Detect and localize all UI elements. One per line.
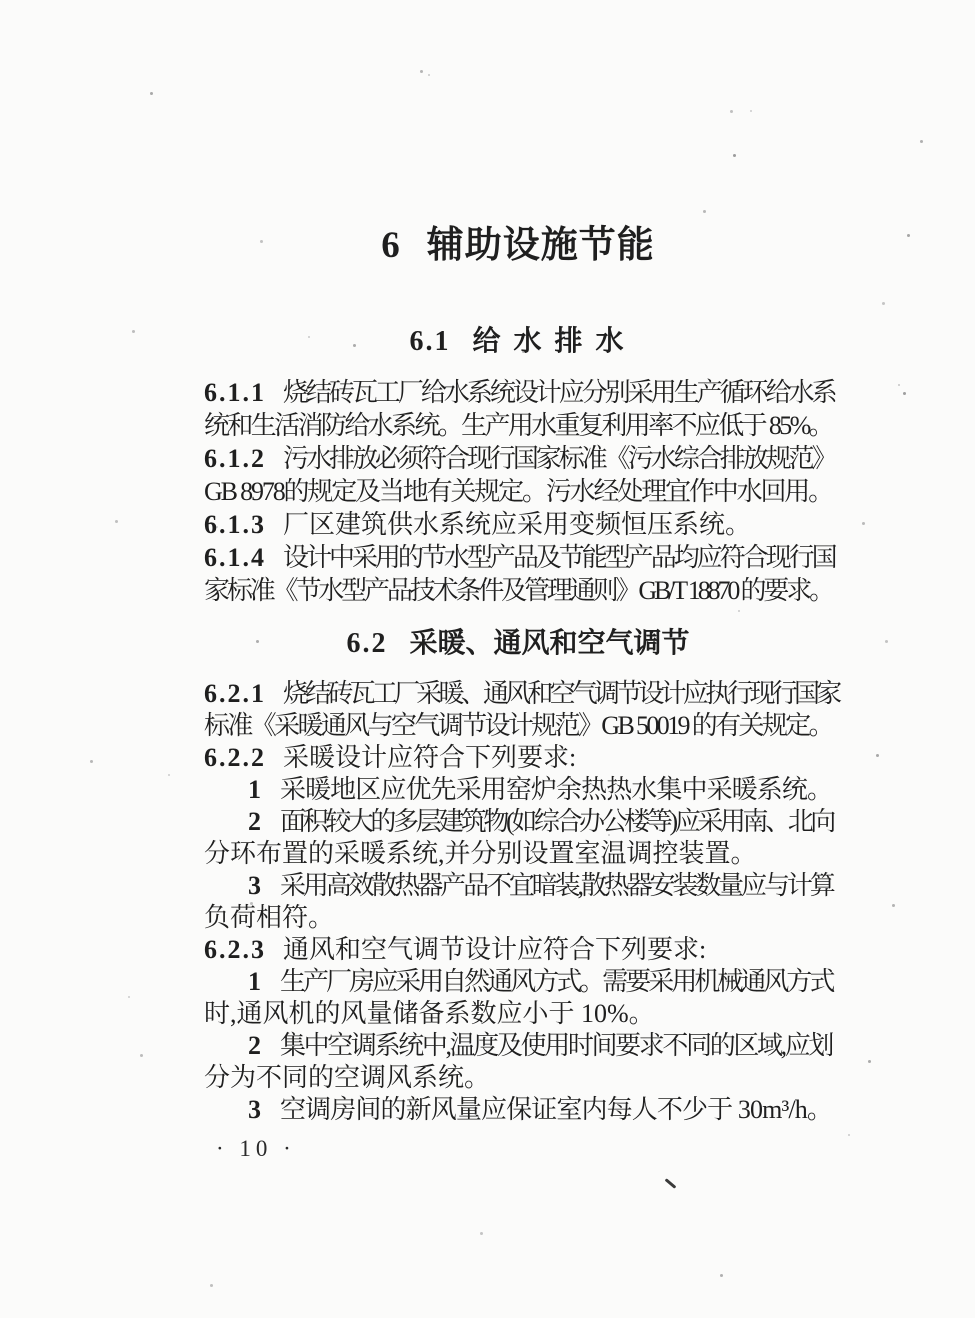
- clause-text: 烧结砖瓦工厂给水系统设计应分别采用生产循环给水系: [283, 378, 835, 407]
- clause-number: 6.1.1: [204, 378, 266, 407]
- clause-line-continued: [204, 838, 832, 870]
- clause-number: 6.1.3: [204, 510, 266, 539]
- clause-text: 采暖设计应符合下列要求:: [283, 743, 577, 772]
- section-heading-6-2: [174, 621, 862, 661]
- clause-number: 1: [248, 775, 263, 804]
- clause-number: 2: [248, 1031, 263, 1060]
- clause-text: 集中空调系统中,温度及使用时间要求不同的区域,应划: [280, 1031, 833, 1060]
- clause-line: [204, 508, 832, 541]
- clause-text: 烧结砖瓦工厂采暖、通风和空气调节设计应执行现行国家: [283, 679, 839, 708]
- clause-line: [204, 541, 835, 574]
- clause-line: [204, 742, 832, 774]
- clause-line: [204, 870, 832, 902]
- clause-text: 时,通风机的风量储备系数应小于 10%。: [204, 999, 655, 1028]
- clause-number: 3: [248, 1095, 263, 1124]
- clause-number: 6.2.3: [204, 935, 266, 964]
- clause-text: 通风和空气调节设计应符合下列要求:: [283, 935, 707, 964]
- clause-text: 分为不同的空调风系统。: [204, 1063, 491, 1092]
- clause-line-continued: [204, 475, 832, 508]
- clause-number: 6.2.1: [204, 679, 266, 708]
- clause-line: [204, 1030, 832, 1062]
- section-number: 6.2: [346, 628, 388, 659]
- section-heading-6-1: [174, 319, 862, 359]
- clause-line: [204, 774, 832, 806]
- scan-artifact: [665, 1178, 677, 1189]
- clause-number: 6.1.2: [204, 444, 266, 473]
- clause-line: [204, 1094, 832, 1126]
- chapter-number: 6: [381, 225, 401, 266]
- section-number: 6.1: [409, 326, 451, 357]
- clause-line-continued: [204, 409, 832, 442]
- clause-line-continued: [204, 574, 832, 607]
- clause-line: [204, 966, 832, 998]
- section-6-2-body: [204, 678, 839, 1126]
- section-6-1-body: [204, 376, 835, 607]
- clause-line-continued: [204, 902, 832, 934]
- clause-text: 分环布置的采暖系统,并分别设置室温调控装置。: [204, 839, 757, 868]
- clause-text: 厂区建筑供水系统应采用变频恒压系统。: [283, 510, 752, 539]
- chapter-title-text: 辅助设施节能: [426, 225, 655, 266]
- chapter-title: [174, 214, 862, 268]
- clause-number: 2: [248, 807, 263, 836]
- clause-line-continued: [204, 710, 832, 742]
- clause-line: [204, 442, 835, 475]
- section-title-text: 采暖、通风和空气调节: [409, 628, 690, 659]
- clause-text: 负荷相符。: [204, 903, 335, 932]
- clause-line-continued: [204, 998, 832, 1030]
- clause-text: 家标准《节水型产品技术条件及管理通则》GB/T 18870 的要求。: [204, 576, 832, 605]
- clause-line: [204, 806, 832, 838]
- clause-text: 采用高效散热器产品不宜暗装,散热器安装数量应与计算: [280, 871, 833, 900]
- clause-text: 统和生活消防给水系统。生产用水重复利用率不应低于 85%。: [204, 411, 832, 440]
- clause-text: 生产厂房应采用自然通风方式。需要采用机械通风方式: [280, 967, 833, 996]
- clause-text: 空调房间的新风量应保证室内每人不少于 30m³/h。: [280, 1095, 833, 1124]
- clause-line: [204, 376, 835, 409]
- clause-text: 标准《采暖通风与空气调节设计规范》GB 50019 的有关规定。: [204, 711, 832, 740]
- clause-text: GB 8978的规定及当地有关规定。污水经处理宜作中水回用。: [204, 477, 832, 506]
- clause-line-continued: [204, 1062, 832, 1094]
- clause-text: 面积较大的多层建筑物(如综合办公楼等)应采用南、北向: [280, 807, 833, 836]
- section-title-text: 给 水 排 水: [472, 326, 627, 357]
- clause-line: [204, 934, 832, 966]
- clause-text: 污水排放必须符合现行国家标准《污水综合排放规范》: [283, 444, 835, 473]
- clause-line: [204, 678, 839, 710]
- clause-number: 6.2.2: [204, 743, 266, 772]
- clause-number: 6.1.4: [204, 543, 266, 572]
- clause-text: 采暖地区应优先采用窑炉余热热水集中采暖系统。: [280, 775, 833, 804]
- clause-number: 3: [248, 871, 263, 900]
- clause-text: 设计中采用的节水型产品及节能型产品均应符合现行国: [283, 543, 835, 572]
- clause-number: 1: [248, 967, 263, 996]
- page-number-text: · 10 ·: [216, 1136, 296, 1161]
- page-number: [216, 1136, 296, 1162]
